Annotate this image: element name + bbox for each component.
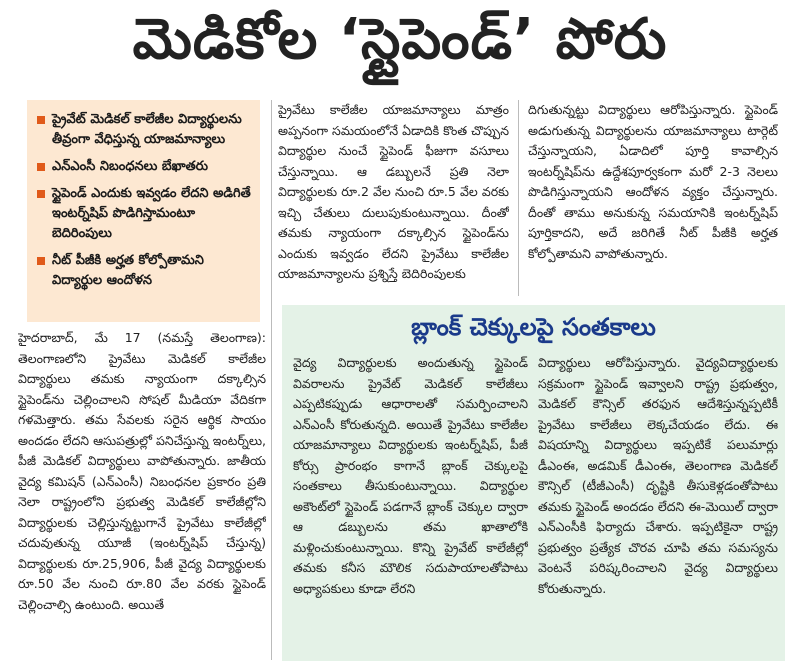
highlight-text: ప్రైవేట్ మెడికల్ కాలేజీల విద్యార్థులను తీవ్రంగా వేధిస్తున్న యాజమాన్యాలు — [52, 112, 242, 147]
highlight-text: స్టైపెండ్ ఎందుకు ఇవ్వడం లేదని అడిగితే ఇంటర్న్‌షిప్ పొడిగిస్తామంటూ బెదిరింపులు — [52, 186, 251, 241]
square-bullet-icon — [37, 116, 45, 124]
highlight-item — [37, 157, 252, 177]
article-paragraph: ప్రైవేటు కాలేజీల యాజమాన్యాలు మాత్రం అప్పనంగా సమయంలోనే ఏడాదికి కొంత చొప్పున విద్యార్థుల నుంచే స్టైపెండ్ ఫీజుగా వసూలు చేస్తున్నాయి. ఆ డబ్బులనే ప్రతి నెలా విద్యార్థులకు రూ.2 వేల నుంచి రూ.5 వేల వరకు ఇచ్చి చేతులు దులుపుకుంటున్నాయి. దీంతో తమకు న్యాయంగా దక్కాల్సిన స్టైపెండ్‌ను ఎందుకు ఇవ్వడం లేదని ప్రైవేటు కాలేజీల యాజమాన్యాలను ప్రశ్నిస్తే బెదిరింపులకు — [278, 102, 509, 281]
sidebar-column-2 — [538, 353, 778, 658]
highlights-box — [27, 100, 260, 322]
highlight-item — [37, 110, 252, 150]
headline: మెడికోల ‘స్టైపెండ్’ పోరు — [132, 6, 668, 72]
column-divider — [518, 100, 519, 296]
article-paragraph: విద్యార్థులు ఆరోపిస్తున్నారు. వైద్యవిద్యార్థులకు సక్రమంగా స్టైపెండ్ ఇవ్వాలని రాష్ట్ర ప్రభుత్వం, మెడికల్ కౌన్సిల్ తరఫున ఆదేశిస్తున్నప్పటికీ ప్రైవేటు కాలేజీలు లెక్కచేయడం లేదు. ఈ విషయాన్ని విద్యార్థులు ఇప్పటికే పలుమార్లు డీఎంఈ, అడమిక్ డీఎంఈ, తెలంగాణ మెడికల్ కౌన్సిల్ (టీజీఎంసీ) దృష్టికి తీసుకెళ్లడంతోపాటు తమకు స్టైపెండ్ అందడం లేదని ఈ-మెయిల్ ద్వారా ఎన్ఎంసీకి ఫిర్యాదు చేశారు. ఇప్పటికైనా రాష్ట్ర ప్రభుత్వం ప్రత్యేక చొరవ చూపి తమ సమస్యను వెంటనే పరిష్కరించాలని వైద్య విద్యార్థులు కోరుతున్నారు. — [538, 355, 778, 596]
column-divider — [271, 100, 272, 660]
article-paragraph: దిగుతున్నట్టు విద్యార్థులు ఆరోపిస్తున్నారు. స్టైపెండ్ అడుగుతున్న విద్యార్థులను యాజమాన్యాలు టార్గెట్ చేస్తున్నాయని, ఏడాదిలో పూర్తి కావాల్సిన ఇంటర్న్‌షిప్‌ను ఉద్దేశపూర్వకంగా మరో 2-3 నెలలు పొడిగిస్తున్నాయని ఆందోళన వ్యక్తం చేస్తున్నారు. దీంతో తాము అనుకున్న సమయానికి ఇంటర్న్‌షిప్ పూర్తికాదని, అదే జరిగితే నీట్ పీజీకి అర్హత కోల్పోతామని వాపోతున్నారు. — [528, 102, 778, 261]
article-paragraph: వైద్య విద్యార్థులకు అందుతున్న స్టైపెండ్ వివరాలను ప్రైవేట్ మెడికల్ కాలేజీలు ఎప్పటికప్పుడు ఆధారాలతో సమర్పించాలని ఎన్ఎంసీ కోరుతున్నది. అయితే ప్రైవేటు కాలేజీల యాజమాన్యాలు విద్యార్థులకు ఇంటర్న్‌షిప్, పీజీ కోర్సు ప్రారంభం కాగానే బ్లాంక్ చెక్కులపై సంతకాలు తీసుకుంటున్నాయి. విద్యార్థుల అకౌంట్‌లో స్టైపెండ్ పడగానే బ్లాంక్ చెక్కుల ద్వారా ఆ డబ్బులను తమ ఖాతాలోకి మళ్లించుకుంటున్నాయి. కొన్ని ప్రైవేట్ కాలేజీల్లో తమకు కనీస మౌలిక సదుపాయాలతోపాటు అధ్యాపకులు కూడా లేరని — [293, 355, 528, 596]
square-bullet-icon — [37, 190, 45, 198]
sidebar-column-1 — [293, 353, 528, 658]
article-column-3 — [528, 100, 778, 298]
highlight-item — [37, 184, 252, 244]
highlight-text: నీట్ పీజీకి అర్హత కోల్పోతామని విద్యార్థుల ఆందోళన — [52, 253, 204, 288]
article-paragraph: హైదరాబాద్, మే 17 (నమస్తే తెలంగాణ): తెలంగాణలోని ప్రైవేటు మెడికల్ కాలేజీల విద్యార్థులు తమకు న్యాయంగా దక్కాల్సిన స్టైపెండ్‌ను చెల్లించాలని సోషల్ మీడియా వేదికగా గళమెత్తారు. తమ సేవలకు సరైన ఆర్థిక సాయం అందడం లేదని ఆసుపత్రుల్లో పనిచేస్తున్న ఇంటర్న్‌లు, పీజీ మెడికల్ విద్యార్థులు వాపోతున్నారు. జాతీయ వైద్య కమిషన్ (ఎన్ఎంసీ) నిబంధనల ప్రకారం ప్రతి నెలా రాష్ట్రంలోని ప్రభుత్వ మెడికల్ కాలేజీల్లోని విద్యార్థులకు చెల్లిస్తున్నట్టుగానే ప్రైవేటు కాలేజీల్లో చదువుతున్న యూజీ (ఇంటర్న్‌షిప్ చేస్తున్న) విద్యార్థులకు రూ.25,906, పీజీ వైద్య విద్యార్థులకు రూ.50 వేల నుంచి రూ.80 వేల వరకు స్టైపెండ్ చెల్లించాల్సి ఉంటుంది. అయితే — [18, 330, 266, 612]
subheadline: బ్లాంక్ చెక్కులపై సంతకాలు — [411, 313, 656, 341]
article-column-1 — [18, 328, 266, 668]
highlight-item — [37, 251, 252, 291]
highlight-text: ఎన్ఎంసీ నిబంధనలు బేఖాతరు — [52, 159, 208, 174]
article-column-2 — [278, 100, 509, 298]
square-bullet-icon — [37, 163, 45, 171]
square-bullet-icon — [37, 257, 45, 265]
